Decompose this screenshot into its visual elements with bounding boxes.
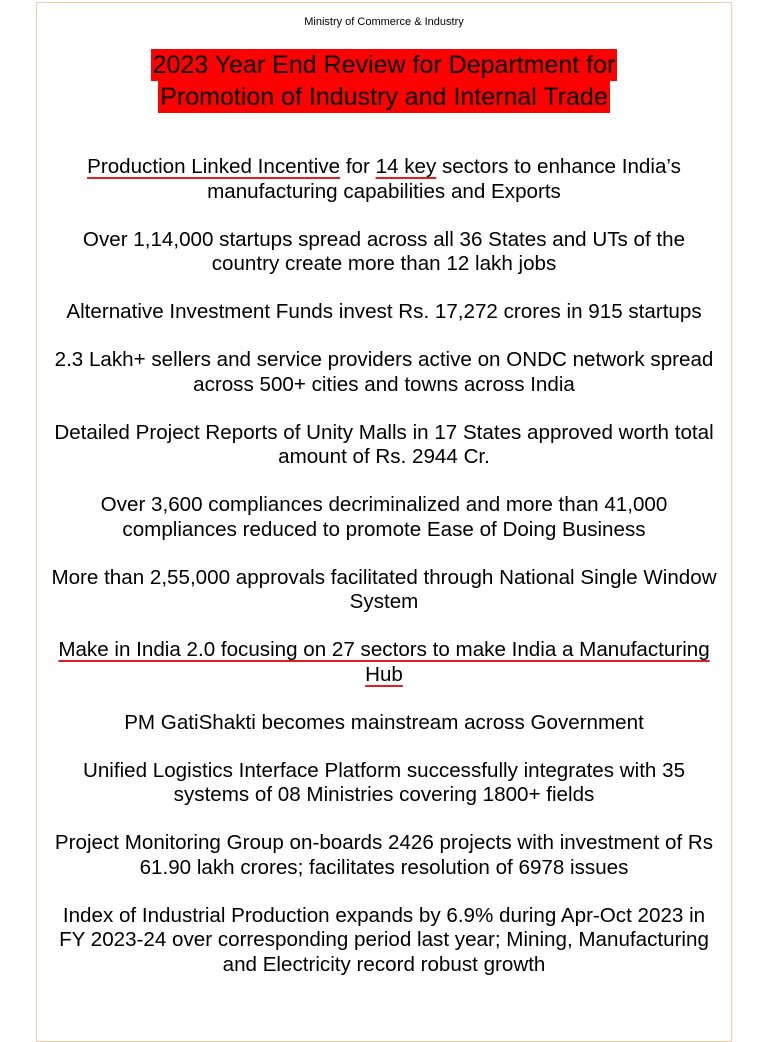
- highlight-unity-malls: Detailed Project Reports of Unity Malls in 17 States approved worth total amount of Rs. 2944 Cr.: [54, 420, 714, 468]
- make-in-india-link[interactable]: Make in India 2.0 focusing on 27 sectors to make India a Manufacturing Hub: [58, 638, 710, 686]
- highlight-ulip: Unified Logistics Interface Platform successfully integrates with 35 systems of 08 Ministries covering 1800+ fields: [82, 758, 686, 806]
- document-page: [36, 2, 732, 1042]
- title-line-1: 2023 Year End Review for Department for: [152, 51, 616, 79]
- title-line-2: Promotion of Industry and Internal Trade: [160, 83, 608, 111]
- highlight-pli: [37, 155, 731, 204]
- pli-connector: for: [340, 155, 376, 178]
- highlight-gatishakti: PM GatiShakti becomes mainstream across Government: [124, 710, 644, 734]
- highlight-compliances: Over 3,600 compliances decriminalized and more than 41,000 compliances reduced to promote Ease of Doing Business: [100, 493, 668, 541]
- highlight-aif: Alternative Investment Funds invest Rs. 17,272 crores in 915 startups: [66, 300, 702, 323]
- fourteen-key-link[interactable]: 14 key: [375, 155, 437, 178]
- highlight-make-in-india: [37, 638, 731, 687]
- highlight-ondc: 2.3 Lakh+ sellers and service providers active on ONDC network spread across 500+ cities and towns across India: [54, 348, 714, 396]
- page-title: [37, 49, 731, 113]
- pli-rest: sectors to enhance India’s manufacturing capabilities and Exports: [207, 155, 681, 203]
- highlight-nsws: More than 2,55,000 approvals facilitated through National Single Window System: [51, 565, 717, 613]
- pli-link[interactable]: Production Linked Incentive: [87, 155, 341, 178]
- highlight-iip: Index of Industrial Production expands by 6.9% during Apr-Oct 2023 in FY 2023-24 over corresponding period last year; Mining, Manufacturing and Electricity record robust growth: [59, 903, 709, 976]
- ministry-header: Ministry of Commerce & Industry: [304, 16, 464, 28]
- highlight-pmg: Project Monitoring Group on-boards 2426 projects with investment of Rs 61.90 lakh crores; facilitates resolution of 6978 issues: [54, 831, 714, 879]
- highlight-startups: Over 1,14,000 startups spread across all 36 States and UTs of the country create more than 12 lakh jobs: [82, 227, 686, 275]
- highlights-list: [37, 155, 731, 1001]
